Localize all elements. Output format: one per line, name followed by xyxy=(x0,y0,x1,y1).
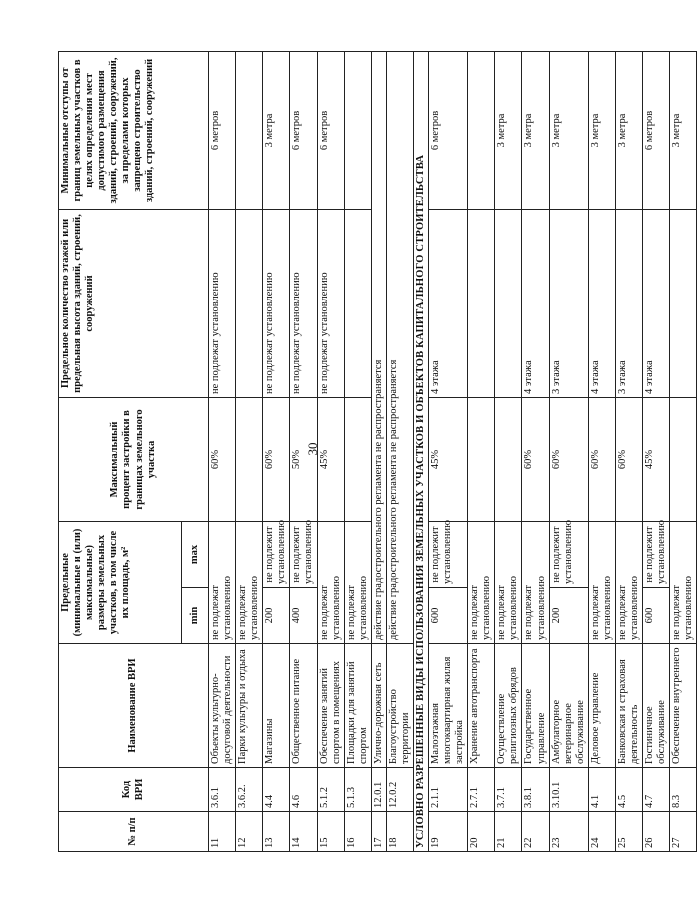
table-row xyxy=(670,51,697,851)
row-number: 26 xyxy=(643,812,670,852)
floors-value: не подлежат установлению xyxy=(290,209,317,397)
area-value: не подлежат установлению xyxy=(615,521,642,643)
setback-value: 6 метров xyxy=(290,51,317,209)
row-number: 24 xyxy=(588,812,615,852)
section-row xyxy=(413,51,428,851)
floors-value: не подлежат установлению xyxy=(209,209,236,397)
rotated-table-container xyxy=(58,52,695,852)
row-code: 4.6 xyxy=(290,768,317,812)
area-value: не подлежат установлению xyxy=(236,521,263,643)
row-code: 4.1 xyxy=(588,768,615,812)
row-name: Амбулаторное ветеринарное обслуживание xyxy=(549,644,588,768)
row-name: Площадки для занятий спортом xyxy=(344,644,371,768)
row-number: 23 xyxy=(549,812,588,852)
vri-table xyxy=(58,51,697,852)
floors-value: 4 этажа xyxy=(588,209,615,397)
row-name: Банковская и страховая деятельность xyxy=(615,644,642,768)
percent-value: 60% xyxy=(588,397,615,521)
percent-value xyxy=(670,397,697,521)
row-number: 21 xyxy=(495,812,522,852)
table-body xyxy=(209,51,697,851)
table-row xyxy=(643,51,670,851)
floors-value xyxy=(236,209,263,397)
row-number: 27 xyxy=(670,812,697,852)
row-code: 3.8.1 xyxy=(522,768,549,812)
percent-value: 45% xyxy=(643,397,670,521)
header-name: Наименование ВРИ xyxy=(59,644,209,768)
table-row xyxy=(495,51,522,851)
percent-value xyxy=(236,397,263,521)
floors-value: 3 этажа xyxy=(549,209,588,397)
area-value: не подлежат установлению xyxy=(670,521,697,643)
setback-value: 6 метров xyxy=(429,51,468,209)
header-area-max: max xyxy=(182,521,209,587)
area-min-value: 200 xyxy=(263,588,290,644)
header-area-min: min xyxy=(182,588,209,644)
setback-value: 3 метра xyxy=(495,51,522,209)
table-row xyxy=(263,51,290,851)
table-row xyxy=(290,51,317,851)
row-number: 13 xyxy=(263,812,290,852)
area-min-value: 200 xyxy=(549,588,588,644)
area-min-value: 600 xyxy=(643,588,670,644)
area-value: не подлежат установлению xyxy=(588,521,615,643)
percent-value: 60% xyxy=(263,397,290,521)
floors-value: 4 этажа xyxy=(429,209,468,397)
setback-value: 3 метра xyxy=(615,51,642,209)
percent-value: 45% xyxy=(429,397,468,521)
table-row xyxy=(549,51,588,851)
row-code: 3.10.1 xyxy=(549,768,588,812)
setback-value xyxy=(344,51,371,209)
area-min-value: 600 xyxy=(429,588,468,644)
regulation-note: действие градостроительного регламента не распространяется xyxy=(371,51,386,643)
percent-value: 60% xyxy=(549,397,588,521)
header-setback: Минимальные отступы от границ земельных участков в целях определения мест допустимого размещения зданий, строений, сооружений, за пределами которых запрещено строительство зданий, строений, сооружений xyxy=(59,51,209,209)
percent-value xyxy=(344,397,371,521)
table-row xyxy=(468,51,495,851)
area-max-value: не подлежит установлению xyxy=(263,521,290,587)
row-name: Объекты культурно-досуговой деятельности xyxy=(209,644,236,768)
floors-value: не подлежат установлению xyxy=(317,209,344,397)
row-number: 12 xyxy=(236,812,263,852)
section-title: УСЛОВНО РАЗРЕШЕННЫЕ ВИДЫ ИСПОЛЬЗОВАНИЯ ЗЕМЕЛЬНЫХ УЧАСТКОВ И ОБЪЕКТОВ КАПИТАЛЬНОГО СТРОИТЕЛЬСТВА xyxy=(413,51,428,851)
table-header-row xyxy=(59,51,182,851)
regulation-note: действие градостроительного регламента не распространяется xyxy=(386,51,413,643)
row-code: 2.1.1 xyxy=(429,768,468,812)
table-row xyxy=(522,51,549,851)
floors-value xyxy=(670,209,697,397)
setback-value: 3 метра xyxy=(670,51,697,209)
row-name: Деловое управление xyxy=(588,644,615,768)
table-row xyxy=(344,51,371,851)
row-name: Обеспечение внутреннего xyxy=(670,644,697,768)
row-name: Малоэтажная многоквартирная жилая застройка xyxy=(429,644,468,768)
table-row xyxy=(317,51,344,851)
row-code: 5.1.2 xyxy=(317,768,344,812)
table-row xyxy=(615,51,642,851)
row-code: 3.6.1 xyxy=(209,768,236,812)
floors-value: 4 этажа xyxy=(522,209,549,397)
table-row xyxy=(236,51,263,851)
row-code: 2.7.1 xyxy=(468,768,495,812)
row-name: Осуществление религиозных обрядов xyxy=(495,644,522,768)
area-value: не подлежат установлению xyxy=(317,521,344,643)
floors-value: не подлежат установлению xyxy=(263,209,290,397)
setback-value: 6 метров xyxy=(643,51,670,209)
setback-value: 3 метра xyxy=(263,51,290,209)
setback-value: 3 метра xyxy=(549,51,588,209)
floors-value xyxy=(495,209,522,397)
row-number: 14 xyxy=(290,812,317,852)
setback-value: 6 метров xyxy=(209,51,236,209)
area-max-value: не подлежит установлению xyxy=(549,521,588,587)
area-value: не подлежат установлению xyxy=(209,521,236,643)
row-number: 22 xyxy=(522,812,549,852)
row-name: Обеспечение занятий спортом в помещениях xyxy=(317,644,344,768)
row-code: 3.6.2. xyxy=(236,768,263,812)
table-row xyxy=(209,51,236,851)
percent-value: 50% xyxy=(290,397,317,521)
percent-value: 60% xyxy=(615,397,642,521)
row-name: Благоустройство территории xyxy=(386,644,413,768)
row-number: 15 xyxy=(317,812,344,852)
row-name: Парки культуры и отдыха xyxy=(236,644,263,768)
percent-value xyxy=(495,397,522,521)
percent-value: 45% xyxy=(317,397,344,521)
row-code: 4.5 xyxy=(615,768,642,812)
row-code: 8.3 xyxy=(670,768,697,812)
header-pct: Максимальный процент застройки в границах земельного участка xyxy=(59,397,209,521)
table-row xyxy=(371,51,386,851)
row-number: 20 xyxy=(468,812,495,852)
header-code: Код ВРИ xyxy=(59,768,209,812)
setback-value: 3 метра xyxy=(588,51,615,209)
row-code: 3.7.1 xyxy=(495,768,522,812)
row-number: 11 xyxy=(209,812,236,852)
row-name: Гостиничное обслуживание xyxy=(643,644,670,768)
area-value: не подлежат установлению xyxy=(495,521,522,643)
floors-value: 4 этажа xyxy=(643,209,670,397)
page-number: 30 xyxy=(305,442,320,456)
row-code: 4.7 xyxy=(643,768,670,812)
floors-value xyxy=(468,209,495,397)
row-number: 17 xyxy=(371,812,386,852)
row-number: 16 xyxy=(344,812,371,852)
row-number: 25 xyxy=(615,812,642,852)
area-min-value: 400 xyxy=(290,588,317,644)
percent-value: 60% xyxy=(522,397,549,521)
setback-value: 6 метров xyxy=(317,51,344,209)
row-code: 5.1.3 xyxy=(344,768,371,812)
setback-value xyxy=(236,51,263,209)
row-name: Государственное управление xyxy=(522,644,549,768)
row-code: 12.0.2 xyxy=(386,768,413,812)
row-name: Общественное питание xyxy=(290,644,317,768)
row-code: 4.4 xyxy=(263,768,290,812)
floors-value xyxy=(344,209,371,397)
table-row xyxy=(429,51,468,851)
row-number: 18 xyxy=(386,812,413,852)
area-max-value: не подлежит установлению xyxy=(643,521,670,587)
area-value: не подлежат установлению xyxy=(344,521,371,643)
table-row xyxy=(386,51,413,851)
setback-value xyxy=(468,51,495,209)
row-name: Улично-дорожная сеть xyxy=(371,644,386,768)
header-floors: Предельное количество этажей или предельная высота зданий, строений, сооружений xyxy=(59,209,209,397)
row-name: Хранение автотранспорта xyxy=(468,644,495,768)
row-code: 12.0.1 xyxy=(371,768,386,812)
area-max-value: не подлежит установлению xyxy=(290,521,317,587)
floors-value: 3 этажа xyxy=(615,209,642,397)
header-num: № п/п xyxy=(59,812,209,852)
percent-value xyxy=(468,397,495,521)
row-number: 19 xyxy=(429,812,468,852)
setback-value: 3 метра xyxy=(522,51,549,209)
area-value: не подлежат установлению xyxy=(522,521,549,643)
percent-value: 60% xyxy=(209,397,236,521)
header-area: Предельные (минимальные и (или) максимальные) размеры земельных участков, в том числе их площадь, м² xyxy=(59,521,182,643)
area-max-value: не подлежит установлению xyxy=(429,521,468,587)
row-name: Магазины xyxy=(263,644,290,768)
area-value: не подлежат установлению xyxy=(468,521,495,643)
table-row xyxy=(588,51,615,851)
